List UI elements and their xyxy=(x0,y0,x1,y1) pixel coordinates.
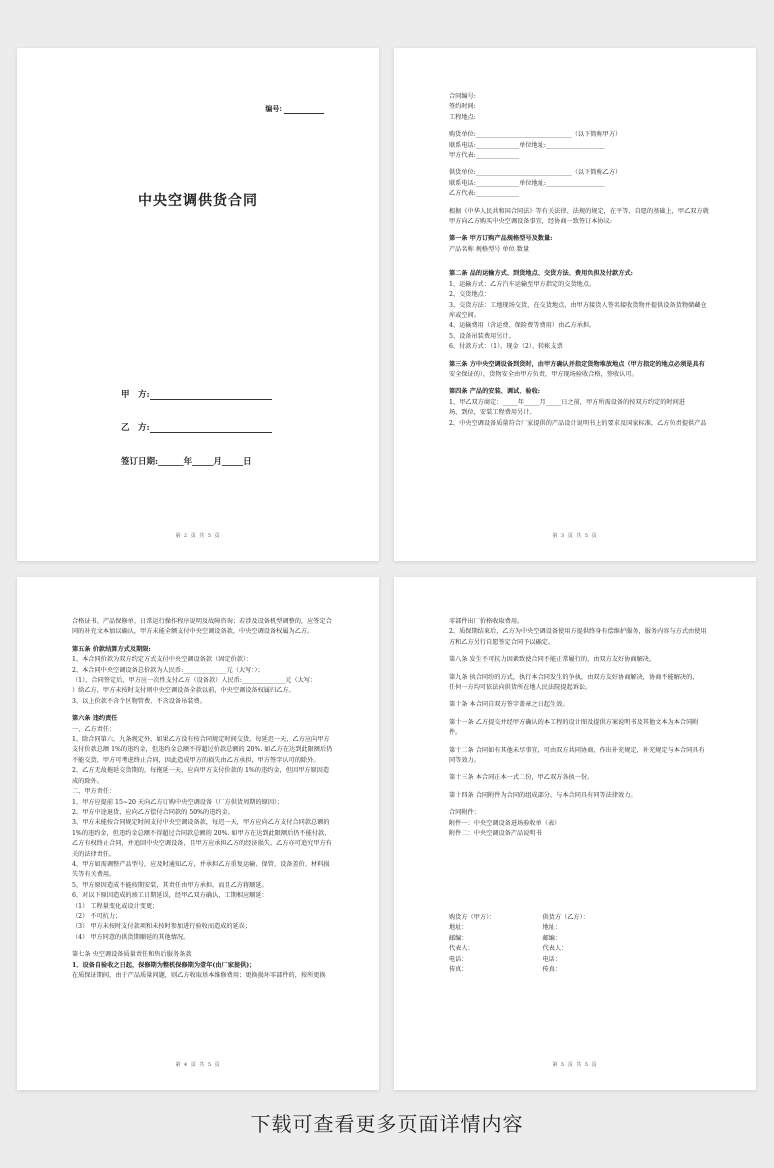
text-line: ）给乙方，甲方未按时支付则中央空调设备全款以前，中央空调设备权属归乙方。 xyxy=(72,687,295,695)
text-line: 6、对以下原因造成的竣工日期延误，经甲乙双方确认，工期相应顺延： xyxy=(72,892,268,900)
page-4 xyxy=(394,577,756,1090)
text-line: 联系电话:______________单位地址:___________________ xyxy=(449,179,605,187)
text-line: （1）、合同签定后，甲方应一次性支付乙方（设备款）人民币:______________元（大写： xyxy=(72,677,317,685)
spacer xyxy=(449,711,716,718)
party-b-blank xyxy=(150,432,272,433)
text-line: 支付价款总额 1%的违约金，但违约金总额不得超过价款总额的 20%. 如乙方在达到此限额后仍 xyxy=(72,746,333,754)
text-line: 2、交货地点： xyxy=(449,291,491,299)
text-line: 安全保证的），货物安全由甲方负责，甲方现场验收合格，签收认可。 xyxy=(449,370,638,378)
clause-heading: 第四条 产品的安装、调试、验收: xyxy=(449,388,541,396)
clause-heading: 第三条 方中央空调设备到货时，由甲方确认并指定货物堆放地点（甲方指定的地点必须是具有 xyxy=(449,360,705,368)
text-line: 6、付款方式：（1）、现金（2）、转帐支票 xyxy=(449,343,563,351)
text-line: 工程地点: xyxy=(449,113,476,121)
text-line: 4、甲方如需调整产品型号，应及时通知乙方，并承担乙方重复运输、保管、设备差价、材料损 xyxy=(72,860,330,868)
seller-field: 传真： xyxy=(542,966,562,974)
text-line: 不能交货，甲方可考虑终止合同，因此造成甲方的损失由乙方承担，甲方签字认可的除外。 xyxy=(72,756,320,764)
spacer xyxy=(449,200,716,207)
text-line: 乙方有权终止合同，并追回中央空调设备，且甲方应承担乙方的经济损失。乙方亦可追究甲方有 xyxy=(72,840,332,848)
page-body xyxy=(449,617,716,840)
signature-row xyxy=(449,944,636,954)
spacer xyxy=(449,262,716,269)
signature-row xyxy=(449,955,636,965)
clause-heading: 1、设备自验收之日起，保修期为整机保修期为壹年(由厂家提供)； xyxy=(72,961,256,969)
text-line: （2） 不可抗力； xyxy=(72,912,122,920)
seller-field: 电话： xyxy=(542,955,562,963)
spacer xyxy=(449,353,716,360)
page-footer: 第 5 页 共 5 页 xyxy=(552,1062,598,1068)
party-a-line xyxy=(121,388,272,400)
text-line: 附件二：中央空调设备产品说明书 xyxy=(449,830,542,838)
page-3 xyxy=(17,577,379,1090)
spacer xyxy=(449,801,716,808)
text-line: 1、运输方式：乙方汽车运输至甲方指定的交货地点。 xyxy=(449,280,596,288)
text-line: （1） 工程量变化或设计变更； xyxy=(72,902,159,910)
spacer xyxy=(449,739,716,746)
text-line: 同等效力。 xyxy=(449,757,480,765)
signature-row xyxy=(449,913,636,923)
spacer xyxy=(72,943,339,950)
text-line: 签约时间: xyxy=(449,103,476,111)
signature-row xyxy=(449,934,636,944)
page-cover xyxy=(17,48,379,561)
text-line: 场、到位，安装工程费用另计。 xyxy=(449,409,536,417)
text-line: 2、中央空调设备质量符合厂家提供的产品设计说明书上的要求及国家标准，乙方负责提供产品 xyxy=(449,419,707,427)
sign-date: 签订日期:______年_____月_____日 xyxy=(121,457,252,467)
spacer xyxy=(449,161,716,168)
text-line: 5、设备吊装费用另计。 xyxy=(449,332,515,340)
buyer-field: 邮编： xyxy=(449,934,468,942)
text-line: 第九条 执合同纷的方式，执行本合同发生的争执，由双方友好协商解决，协商不能解决的， xyxy=(449,673,699,681)
text-line: （3） 甲方未按时支付款项和未按时参加进行验收而造成的延误； xyxy=(72,923,252,931)
text-line: 合同编号: xyxy=(449,93,476,100)
text-line: 在质保证期间，由于产品质量问题，则乙方收取基本维修费用；更换损坏零部件的，按所更换 xyxy=(72,972,326,979)
text-line: 2、甲方中途退货，应向乙方偿付合同款的 50%的违约金。 xyxy=(72,808,234,816)
text-line: 乙方代表:______________ xyxy=(449,190,520,198)
buyer-field: 传真： xyxy=(449,966,468,974)
text-line: 第十条 本合同自双方签字盖章之日起生效。 xyxy=(449,701,569,709)
spacer xyxy=(449,255,716,262)
serial-number xyxy=(265,104,324,114)
party-a-label: 甲 方: xyxy=(121,390,150,400)
text-line: 第十三条 本合同正本一式二份，甲乙双方各执一份。 xyxy=(449,774,594,782)
text-line: 2、乙方无故拖延交货期的，每拖延一天，应向甲方支付价款的 1%的违约金，但因甲方原因造 xyxy=(72,767,330,775)
clause-heading: 第五条 价款结算方式及期限: xyxy=(72,645,151,653)
page-2 xyxy=(394,48,756,561)
spacer xyxy=(72,638,339,645)
spacer xyxy=(449,693,716,700)
text-line: 同的补充文本加以确认，甲方未能全额支付中央空调设备款，中央空调设备权属为乙方。 xyxy=(72,628,314,636)
clause-heading: 第一条 甲方订购产品规格型号及数量: xyxy=(449,235,553,243)
spacer xyxy=(449,380,716,387)
page-footer: 第 3 页 共 5 页 xyxy=(552,533,598,539)
text-line: 合同附件： xyxy=(449,809,480,817)
text-line: 库或空间。 xyxy=(449,311,480,319)
text-line: 3、以上价款不含个区物管费、不含设备吊装费。 xyxy=(72,697,206,705)
text-line: 失等有关费用。 xyxy=(72,871,116,879)
text-line: 一、乙方责任： xyxy=(72,725,116,733)
download-caption: 下载可查看更多页面详情内容 xyxy=(250,1112,524,1136)
serial-label: 编号: xyxy=(265,104,282,113)
text-line: 附件一：中央空调设备进场验收单（表） xyxy=(449,819,561,827)
text-line: 件。 xyxy=(449,729,462,737)
text-line: 联系电话:______________单位地址:___________________ xyxy=(449,141,605,149)
text-line: 第十一条 乙方提交并经甲方确认的本工程的设计图及提供方案说明书及其他文本为本合同附 xyxy=(449,718,699,726)
text-line: 1、除合同第六、九条规定外，如果乙方没有按合同规定时间交货，每延迟一天，乙方应向甲方 xyxy=(72,736,330,744)
serial-blank xyxy=(284,113,324,114)
text-line: （4） 甲方同意的供货期顺延的其他情况。 xyxy=(72,933,190,941)
spacer xyxy=(449,648,716,655)
text-line: 产品名称 规格型号 单位 数量 xyxy=(449,245,530,253)
text-line: 第十四条 合同附件为合同的组成部分，与本合同具有同等法律效力。 xyxy=(449,791,637,799)
text-line: 4、运输费用（含运费、保险费等费用）由乙方承担。 xyxy=(449,322,596,330)
text-line: 第十二条 合同如有其他未尽事宜，可由双方共同协商，作出补充规定，补充规定与本合同具有 xyxy=(449,746,705,754)
text-line: 1、甲方应提前 15~20 天向乙方订购中央空调设备（厂方供货周期的原因）； xyxy=(72,798,284,806)
text-line: 甲方向乙方购买中央空调设备事宜，经协商一致签订本协议: xyxy=(449,218,612,226)
text-line: 3、交货方法：工地现场交货，在交货地点，由甲方接货人签名接收货物并提供设备货物储藏仓 xyxy=(449,301,707,309)
party-b-line xyxy=(121,421,272,433)
seller-field: 地址： xyxy=(542,924,562,932)
clause-heading: 第六条 违约责任 xyxy=(72,715,118,723)
text-line: 根据《中华人民共和国合同法》等有关法律、法规的规定，在平等、自愿的基础上，甲乙双方就 xyxy=(449,207,709,215)
text-line: 5、甲方原因造成不能按期安装，其责任由甲方承担，而且乙方将顺延。 xyxy=(72,881,268,889)
contract-title: 中央空调供货合同 xyxy=(138,193,258,209)
page-body xyxy=(72,617,339,981)
spacer xyxy=(449,766,716,773)
seller-field: 供货方（乙方）： xyxy=(542,914,589,921)
seller-field: 代表人： xyxy=(542,945,568,953)
page-body xyxy=(449,92,716,429)
text-line: 1%的违约金，但违约金总额不得超过合同款总额的 20%. 如甲方在达到此限额后仍不能付款， xyxy=(72,829,331,837)
spacer xyxy=(72,707,339,714)
page-footer: 第 2 页 共 5 页 xyxy=(175,533,221,539)
buyer-field: 购货方（甲方）： xyxy=(449,914,496,921)
spacer xyxy=(449,784,716,791)
text-line: 零部件出厂价格收取费用。 xyxy=(449,618,524,625)
buyer-field: 电话： xyxy=(449,955,468,963)
signature-row xyxy=(449,923,636,933)
text-line: 甲方代表:______________ xyxy=(449,152,520,160)
text-line: 方和乙方另行自愿签定合同予以确定。 xyxy=(449,638,555,646)
spacer xyxy=(449,123,716,130)
signature-block xyxy=(449,913,636,975)
text-line: 二、甲方责任： xyxy=(72,788,116,796)
text-line: 2、质保期结束后，乙方为中央空调设备使用方提供终身有偿维护服务，服务内容与方式由使用 xyxy=(449,628,707,636)
text-line: 任何一方均可依法向供货所在地人民法院提起诉讼。 xyxy=(449,684,592,692)
party-a-blank xyxy=(150,399,272,400)
buyer-field: 代表人： xyxy=(449,945,474,953)
text-line: 3、甲方未能按合同规定时间支付中央空调设备款，每迟一天，甲方应向乙方支付合同款总额的 xyxy=(72,819,330,827)
text-line: 关的法律责任。 xyxy=(72,850,116,858)
text-line: 第八条 发生不可抗力因素致使合同不能正常履行的，由双方友好协商解决。 xyxy=(449,656,656,664)
text-line: 成的除外。 xyxy=(72,777,103,785)
text-line: 第七条 央空调设备质量责任和售后服务条款 xyxy=(72,951,192,959)
seller-field: 邮编： xyxy=(542,934,562,942)
text-line: 2、本合同中央空调设备总价款为人民币:______________元（大写：）； xyxy=(72,666,264,674)
signature-row xyxy=(449,965,636,975)
text-line: 合格证书、产品保修单、日常运行操作程序说明及故障咨询；若涉及设备机型调整的，应签定合 xyxy=(72,618,332,625)
text-line: 1、本合同价款为双方约定方式支付中央空调设备款（固定价款）： xyxy=(72,656,253,664)
party-b-label: 乙 方: xyxy=(121,423,150,433)
spacer xyxy=(449,227,716,234)
buyer-field: 地址： xyxy=(449,924,468,932)
spacer xyxy=(449,666,716,673)
text-line: 供货单位:_______________________________（以下简称乙方） xyxy=(449,169,622,177)
text-line: 购货单位:_______________________________（以下简称甲方） xyxy=(449,131,622,139)
page-footer: 第 4 页 共 5 页 xyxy=(175,1062,221,1068)
text-line: 1、甲乙双方商定：_____年_____月_____日之前，甲方所需设备的按双方约定的时间进 xyxy=(449,398,685,406)
clause-heading: 第二条 品的运输方式、到货地点、交货方法、费用负担及付款方式: xyxy=(449,270,633,278)
